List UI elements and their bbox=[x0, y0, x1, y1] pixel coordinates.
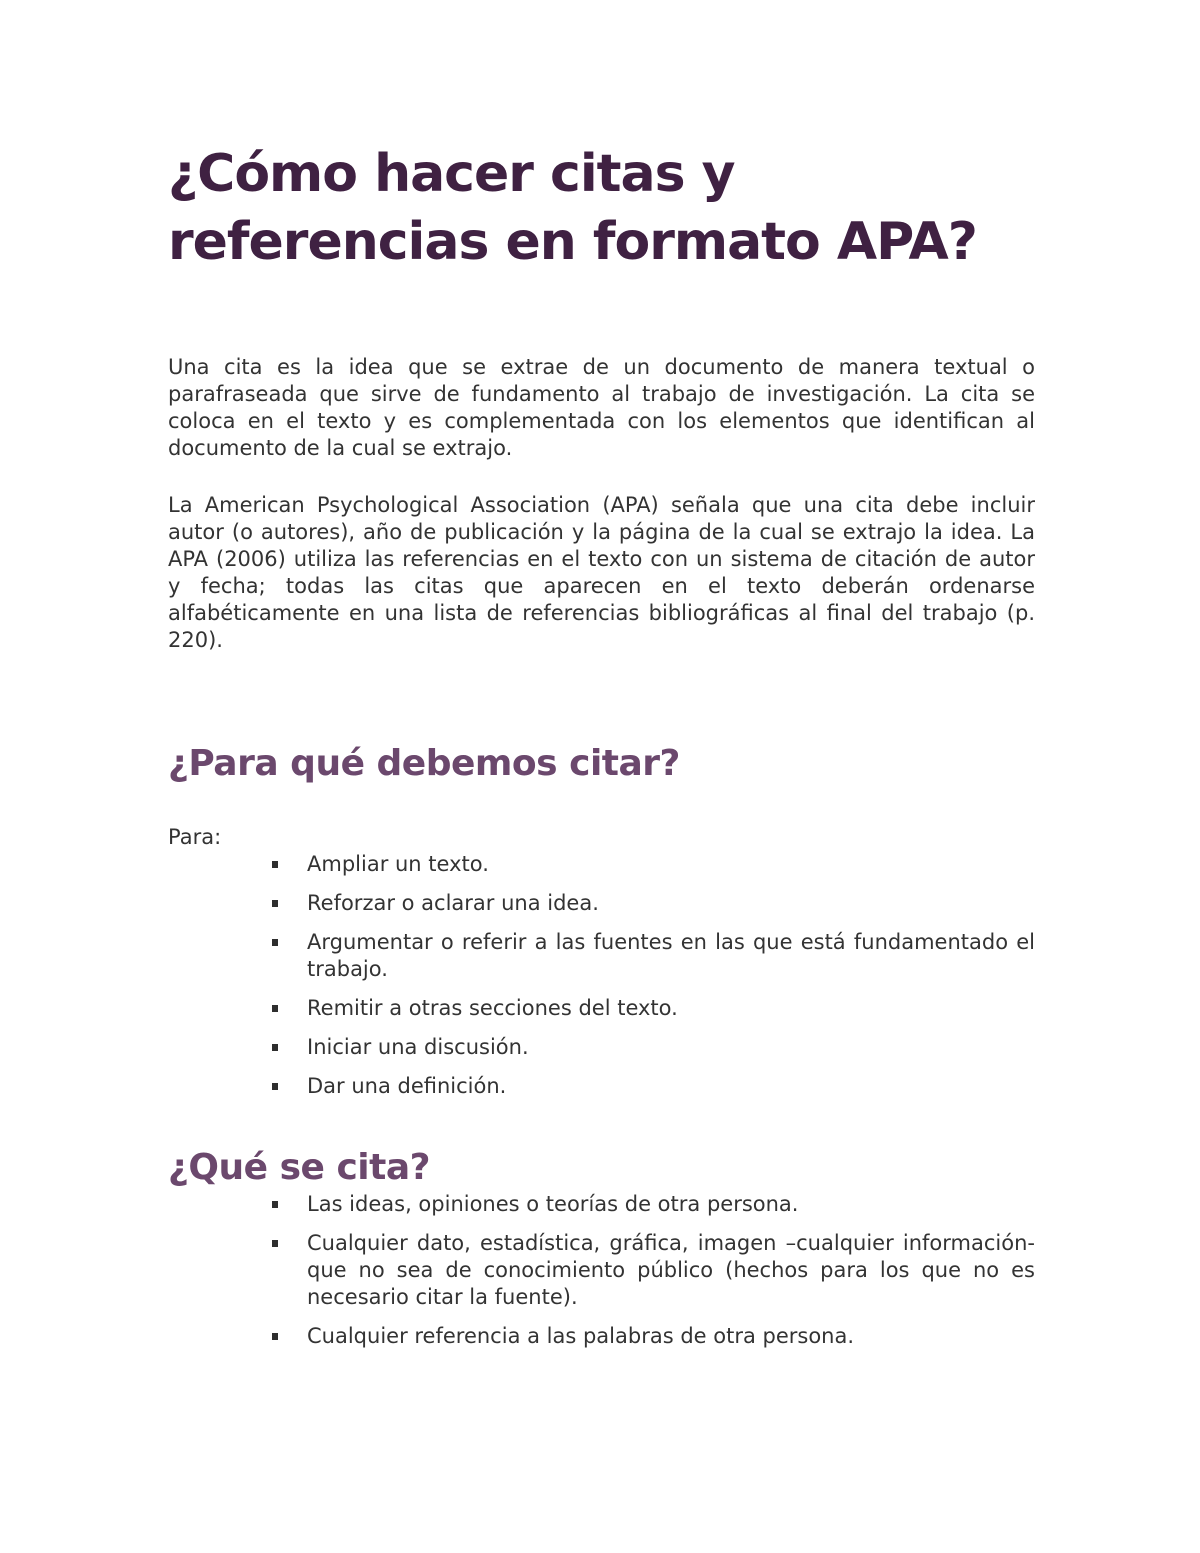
intro-paragraph-2: La American Psychological Association (APA) señala que una cita debe incluir autor (o autores), año de publicación y la página de la cual se extrajo la idea. La APA (2006) utiliza las referencias en el texto con un sistema de citación de autor y fecha; todas las citas que aparecen en el texto deberán ordenarse alfabéticamente en una lista de referencias bibliográficas al final del trabajo (p. 220). bbox=[168, 493, 1035, 652]
section-heading-que-se-cita: ¿Qué se cita? bbox=[168, 1147, 431, 1188]
square-bullet-icon bbox=[272, 1044, 278, 1051]
list-item-text: Cualquier referencia a las palabras de otra persona. bbox=[307, 1324, 855, 1348]
square-bullet-icon bbox=[272, 1083, 278, 1090]
list-item bbox=[168, 995, 1035, 1022]
list-item-text: Remitir a otras secciones del texto. bbox=[307, 996, 678, 1020]
list-item bbox=[168, 929, 1035, 983]
list-item-text: Iniciar una discusión. bbox=[307, 1035, 529, 1059]
list-item bbox=[168, 1034, 1035, 1061]
document-title-line-1: ¿Cómo hacer citas y bbox=[168, 144, 735, 204]
list-item bbox=[168, 1191, 1035, 1218]
square-bullet-icon bbox=[272, 1333, 278, 1340]
square-bullet-icon bbox=[272, 900, 278, 907]
intro-paragraph-1: Una cita es la idea que se extrae de un documento de manera textual o parafraseada que sirve de fundamento al trabajo de investigación. La cita se coloca en el texto y es complementada con los elementos que identifican al documento de la cual se extrajo. bbox=[168, 355, 1035, 460]
document-title bbox=[168, 140, 1035, 276]
list-item-text: Cualquier dato, estadística, gráfica, imagen –cualquier información- que no sea de conocimiento público (hechos para los que no es necesario citar la fuente). bbox=[307, 1231, 1035, 1309]
intro-section bbox=[168, 354, 1035, 654]
list-item bbox=[168, 1323, 1035, 1350]
bullet-list-que-se-cita bbox=[168, 1191, 1035, 1350]
square-bullet-icon bbox=[272, 1201, 278, 1208]
square-bullet-icon bbox=[272, 1005, 278, 1012]
list-item bbox=[168, 1073, 1035, 1100]
bullet-list-para-que-citar bbox=[168, 851, 1035, 1100]
list-item-text: Dar una definición. bbox=[307, 1074, 507, 1098]
list-lead-para: Para: bbox=[168, 825, 222, 849]
document-title-line-2: referencias en formato APA? bbox=[168, 212, 977, 272]
list-item bbox=[168, 890, 1035, 917]
square-bullet-icon bbox=[272, 861, 278, 868]
square-bullet-icon bbox=[272, 939, 278, 946]
list-item-text: Ampliar un texto. bbox=[307, 852, 489, 876]
section-heading-para-que-citar: ¿Para qué debemos citar? bbox=[168, 743, 680, 784]
list-item bbox=[168, 851, 1035, 878]
square-bullet-icon bbox=[272, 1240, 278, 1247]
list-item-text: Argumentar o referir a las fuentes en las que está fundamentado el trabajo. bbox=[307, 930, 1035, 981]
list-item-text: Reforzar o aclarar una idea. bbox=[307, 891, 599, 915]
list-item bbox=[168, 1230, 1035, 1311]
list-item-text: Las ideas, opiniones o teorías de otra persona. bbox=[307, 1192, 799, 1216]
